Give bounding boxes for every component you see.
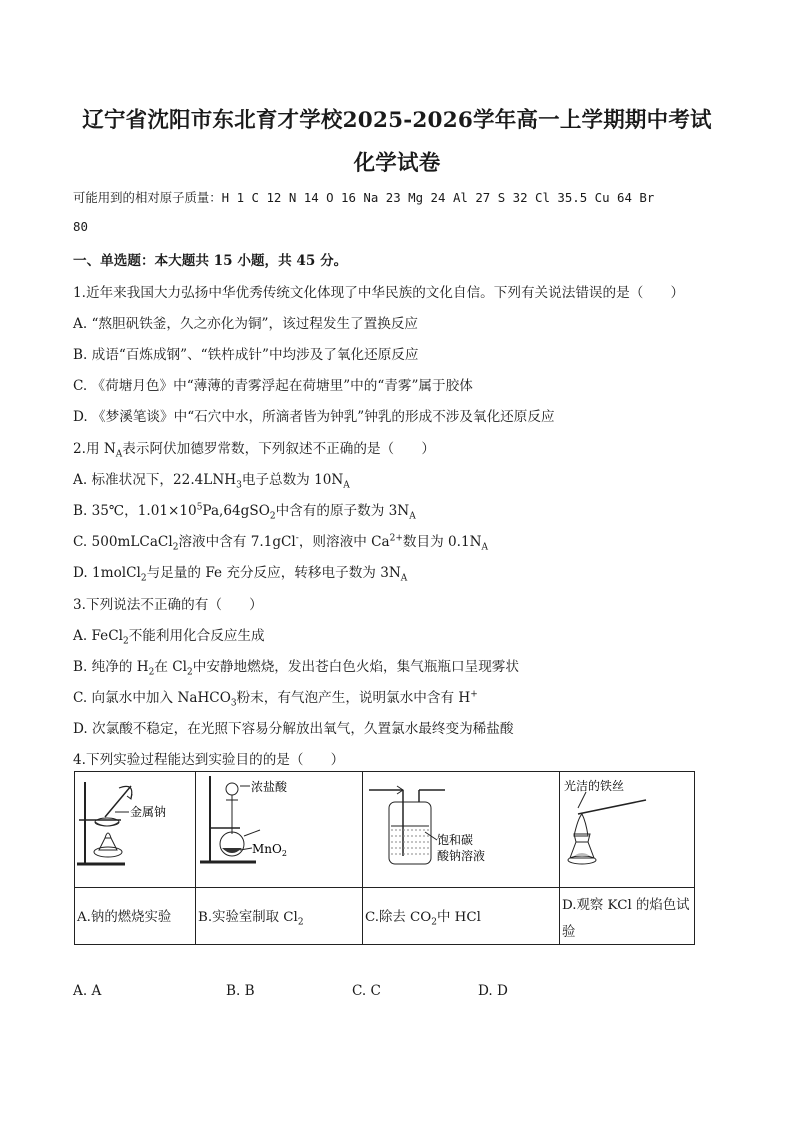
q3-option-c: C. 向氯水中加入 NaHCO$_3$粉末，有气泡产生，说明氯水中含有 H+ [73, 689, 478, 709]
chlorine-generator-apparatus-icon [196, 772, 362, 883]
q4-answer-b: B. B [226, 983, 255, 999]
q4-stem: 4.下列实验过程能达到实验目的的是（ ） [73, 752, 345, 768]
q1-option-d: D. 《梦溪笔谈》中“石穴中水，所滴者皆为钟乳”钟乳的形成不涉及氧化还原反应 [73, 409, 555, 425]
q2-option-a: A. 标准状况下，$22.4LNH_3$电子总数为 $10N_A$ [73, 472, 350, 491]
caption-d: D.观察 KCl 的焰色试验 [560, 888, 695, 945]
q2-option-b: B. 35℃，$1.01\times 10^5Pa,64gSO_2$中含有的原子数为 $3N_A$ [73, 502, 416, 522]
atomic-masses-line2: 80 [73, 219, 88, 234]
q4-answer-a: A. A [73, 983, 102, 999]
figure-c-label-1: 饱和碳 [437, 833, 474, 847]
q2-stem: 2.用 $N_A$表示阿伏加德罗常数，下列叙述不正确的是（ ） [73, 441, 435, 460]
q1-stem: 1.近年来我国大力弘扬中华优秀传统文化体现了中华民族的文化自信。下列有关说法错误的是（ ） [73, 285, 685, 301]
figure-c-label-2: 酸钠溶液 [437, 849, 486, 863]
caption-c: C.除去 $CO_2$中 HCl [363, 888, 560, 945]
q3-stem: 3.下列说法不正确的有（ ） [73, 597, 263, 613]
q4-answer-d: D. D [478, 983, 508, 999]
q2-option-d: D. 1molCl$_2$与足量的 Fe 充分反应，转移电子数为 $3N_A$ [73, 565, 408, 584]
q4-answer-c: C. C [352, 983, 381, 999]
experiment-table [74, 771, 695, 945]
q3-option-b: B. 纯净的 $H_2$在 $Cl_2$中安静地燃烧，发出苍白色火焰，集气瓶瓶口呈现雾状 [73, 659, 519, 678]
atomic-masses-line1: 可能用到的相对原子质量：H 1 C 12 N 14 O 16 Na 23 Mg 24 Al 27 S 32 Cl 35.5 Cu 64 Br [73, 190, 655, 205]
q3-option-a: A. FeCl$_2$不能利用化合反应生成 [73, 628, 265, 647]
sodium-burning-apparatus-icon [75, 772, 195, 883]
q2-option-c: C. 500mLCaCl$_2$溶液中含有 7.1gCl-，则溶液中 $Ca^{2+}$数目为 $0.1N_A$ [73, 533, 489, 553]
figure-d-cell [560, 772, 695, 888]
q1-option-c: C. 《荷塘月色》中“薄薄的青雾浮起在荷塘里”中的“青雾”属于胶体 [73, 378, 473, 394]
q3-option-d: D. 次氯酸不稳定，在光照下容易分解放出氧气，久置氯水最终变为稀盐酸 [73, 721, 514, 737]
figure-b-label-mno2: MnO$_2$ [252, 842, 287, 858]
flame-test-apparatus-icon [560, 772, 694, 883]
figure-a-label: 金属钠 [130, 805, 167, 819]
q1-option-a: A. “熬胆矾铁釜，久之亦化为铜”，该过程发生了置换反应 [73, 316, 419, 332]
figure-b-cell [196, 772, 363, 888]
caption-b: B.实验室制取 $Cl_2$ [196, 888, 363, 945]
figure-c-cell [363, 772, 560, 888]
figure-a-cell [75, 772, 196, 888]
q1-option-b: B. 成语“百炼成钢”、“铁杵成针”中均涉及了氧化还原反应 [73, 347, 419, 363]
gas-washing-bottle-icon [363, 772, 559, 883]
exam-subtitle: 化学试卷 [353, 151, 441, 176]
figure-d-label: 光洁的铁丝 [564, 779, 625, 793]
section-heading: 一、单选题：本大题共 15 小题，共 45 分。 [73, 253, 348, 269]
figure-b-label-acid: 浓盐酸 [251, 780, 288, 794]
exam-title: 辽宁省沈阳市东北育才学校2025-2026学年高一上学期期中考试 [82, 108, 712, 133]
caption-a: A.钠的燃烧实验 [75, 888, 196, 945]
